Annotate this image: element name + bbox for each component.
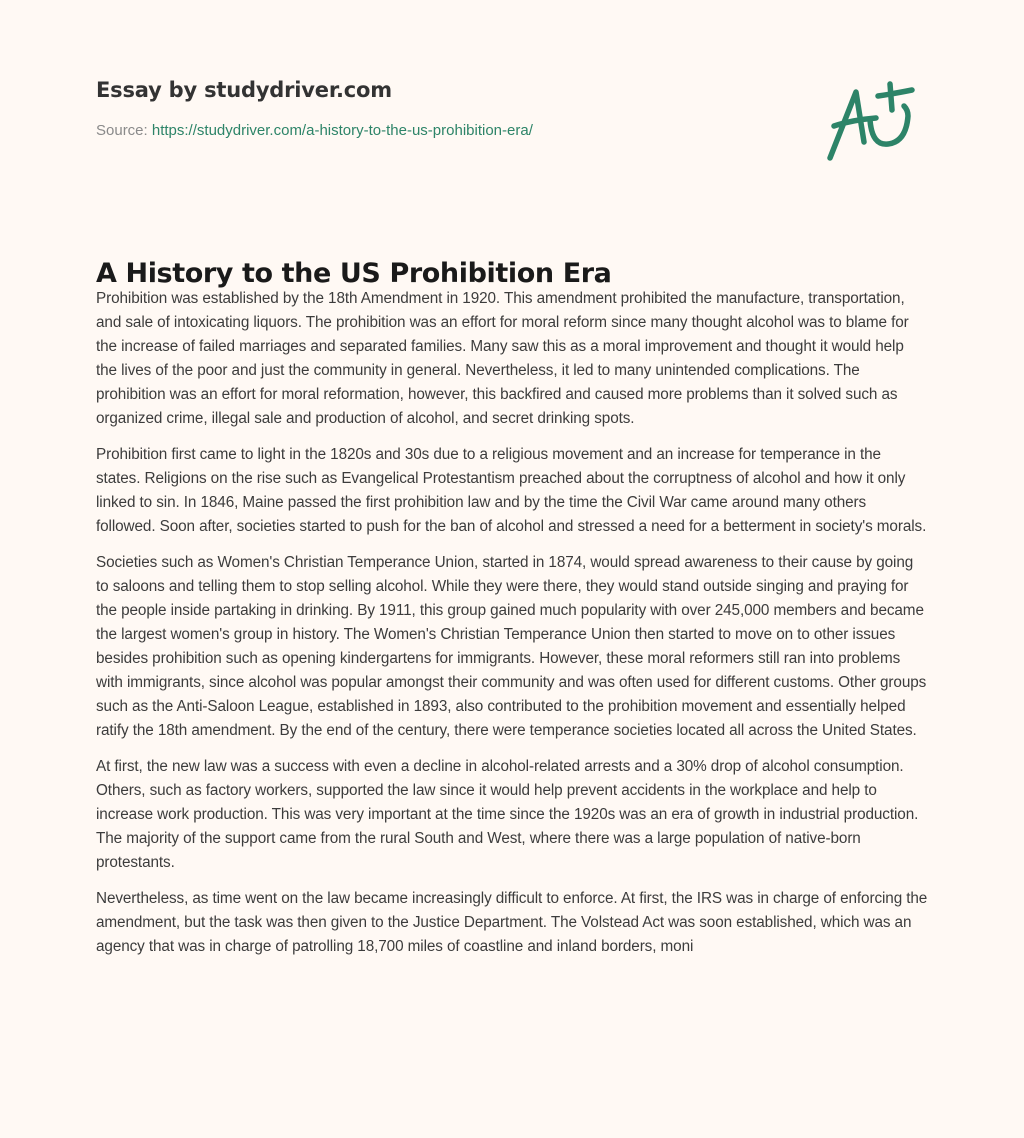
essay-paragraph: Prohibition was established by the 18th Amendment in 1920. This amendment prohibited the manufacture, transportation, and sale of intoxicating liquors. The prohibition was an effort for moral reform since many thought alcohol was to blame for the increase of failed marriages and separated families. Many saw this as a moral improvement and thought it would help the lives of the poor and just the community in general. Nevertheless, it led to many unintended complications. The prohibition was an effort for moral reformation, however, this backfired and caused more problems than it solved such as organized crime, illegal sale and production of alcohol, and secret drinking spots.: [96, 290, 909, 427]
essay-title: A History to the US Prohibition Era: [96, 258, 612, 289]
essay-body: [96, 287, 928, 971]
source-link[interactable]: https://studydriver.com/a-history-to-the-us-prohibition-era/: [151, 122, 533, 139]
a-plus-grade-icon: [820, 62, 930, 172]
essay-header: [96, 74, 796, 142]
essay-paragraph: Nevertheless, as time went on the law became increasingly difficult to enforce. At first, the IRS was in charge of enforcing the amendment, but the task was then given to the Justice Department. The Volstead Act was soon established, which was an agency that was in charge of patrolling 18,700 miles of coastline and inland borders, moni: [96, 890, 928, 955]
source-line: [96, 120, 796, 142]
essay-paragraph: Prohibition first came to light in the 1820s and 30s due to a religious movement and an increase for temperance in the states. Religions on the rise such as Evangelical Protestantism preached about the corruptness of alcohol and how it only linked to sin. In 1846, Maine passed the first prohibition law and by the time the Civil War came around many others followed. Soon after, societies started to push for the ban of alcohol and stressed a need for a betterment in society's morals.: [96, 446, 927, 535]
essay-paragraph: Societies such as Women's Christian Temperance Union, started in 1874, would spread awareness to their cause by going to saloons and telling them to stop selling alcohol. While they were there, they would stand outside singing and praying for the people inside partaking in drinking. By 1911, this group gained much popularity with over 245,000 members and became the largest women's group in history. The Women's Christian Temperance Union then started to move on to other issues besides prohibition such as opening kindergartens for immigrants. However, these moral reformers still ran into problems with immigrants, since alcohol was popular amongst their community and was often used for different customs. Other groups such as the Anti-Saloon League, established in 1893, also contributed to the prohibition movement and essentially helped ratify the 18th amendment. By the end of the century, there were temperance societies located all across the United States.: [96, 554, 927, 739]
source-label: Source:: [96, 122, 152, 139]
site-title: Essay by studydriver.com: [96, 78, 392, 102]
essay-paragraph: At first, the new law was a success with even a decline in alcohol-related arrests and a 30% drop of alcohol consumption. Others, such as factory workers, supported the law since it would help prevent accidents in the workplace and help to increase work production. This was very important at the time since the 1920s was an era of growth in industrial production. The majority of the support came from the rural South and West, where there was a large population of native-born protestants.: [96, 758, 919, 871]
